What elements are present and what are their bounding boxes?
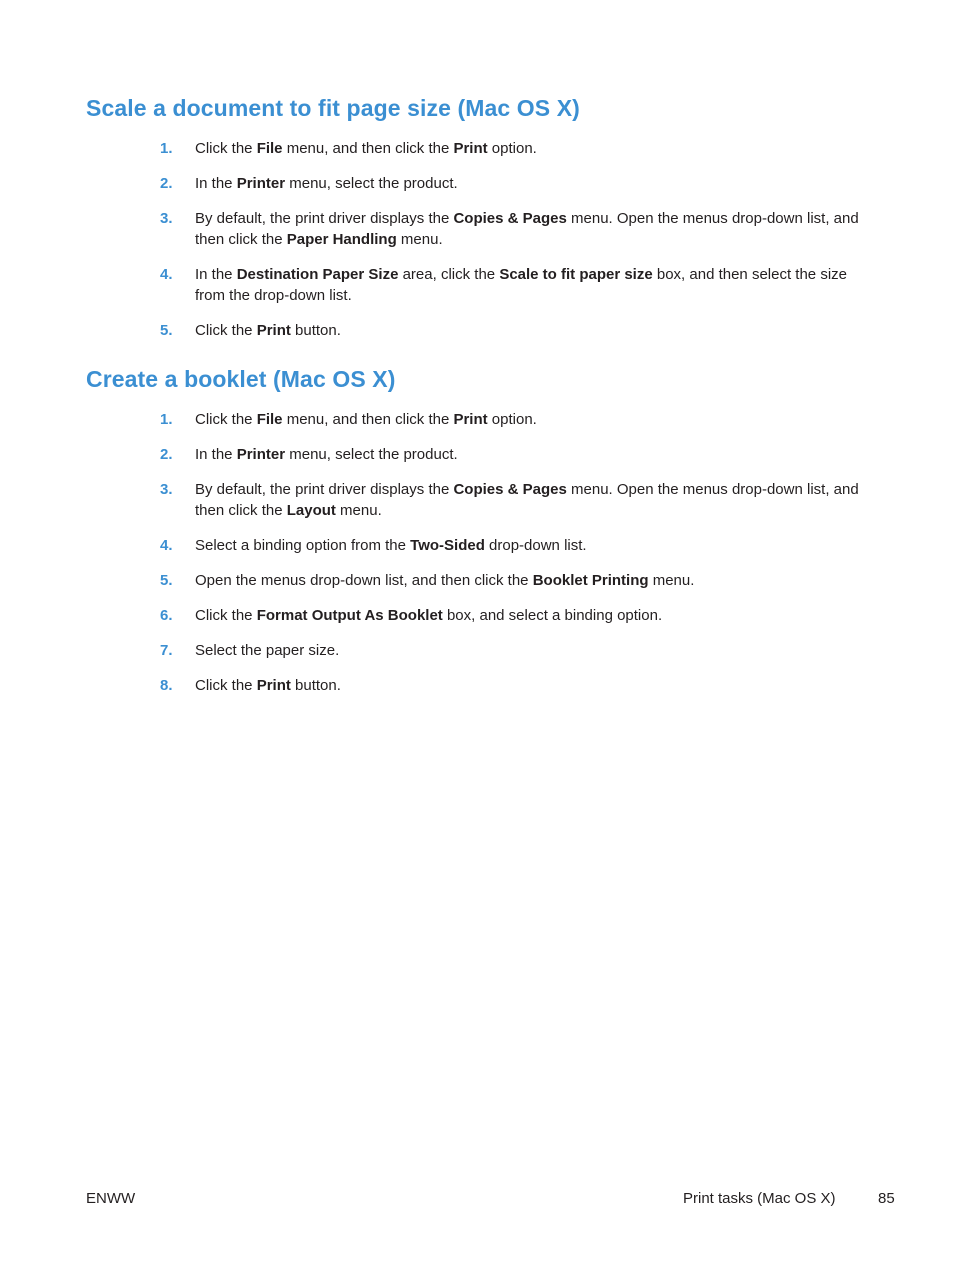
step-item: [86, 409, 875, 430]
ui-term: Destination Paper Size: [236, 266, 399, 283]
ui-term: Two-Sided: [410, 537, 485, 554]
section-create-booklet: [86, 364, 886, 696]
step-text: Select the paper size.: [195, 642, 340, 659]
ui-term: Copies & Pages: [453, 481, 567, 498]
ui-term: Print: [256, 677, 291, 694]
ui-term: Print: [453, 411, 488, 428]
ui-term: Copies & Pages: [453, 210, 567, 227]
step-item: [86, 138, 875, 159]
section-heading: Scale a document to fit page size (Mac OS X): [86, 95, 580, 121]
section-scale-document: [86, 93, 886, 341]
step-number: 5.: [160, 322, 173, 339]
ui-term: Scale to fit paper size: [499, 266, 653, 283]
step-text: Click the Print button.: [195, 677, 341, 694]
ui-term: Print: [256, 322, 291, 339]
step-number: 3.: [160, 210, 173, 227]
step-number: 6.: [160, 607, 173, 624]
step-item: [86, 444, 875, 465]
ui-term: File: [256, 411, 283, 428]
page-number: 85: [878, 1190, 895, 1207]
step-list: [86, 409, 886, 696]
step-item: [86, 320, 875, 341]
step-item: [86, 208, 875, 250]
ui-term: Paper Handling: [286, 231, 397, 248]
step-text: Open the menus drop-down list, and then click the Booklet Printing menu.: [195, 572, 695, 589]
ui-term: Printer: [236, 446, 286, 463]
step-text: In the Printer menu, select the product.: [195, 175, 458, 192]
ui-term: Layout: [286, 502, 336, 519]
step-item: [86, 535, 875, 556]
footer-doc-code: ENWW: [86, 1190, 136, 1207]
step-list: [86, 138, 886, 341]
ui-term: Booklet Printing: [532, 572, 649, 589]
ui-term: Format Output As Booklet: [256, 607, 443, 624]
step-text: In the Destination Paper Size area, click the Scale to fit paper size box, and then select the size from the drop-down list.: [195, 266, 847, 304]
step-item: [86, 173, 875, 194]
step-item: [86, 264, 875, 306]
footer-section-title: Print tasks (Mac OS X): [683, 1190, 836, 1207]
section-heading: Create a booklet (Mac OS X): [86, 366, 396, 392]
step-number: 2.: [160, 446, 173, 463]
step-item: [86, 605, 875, 626]
step-number: 4.: [160, 537, 173, 554]
ui-term: Print: [453, 140, 488, 157]
step-text: In the Printer menu, select the product.: [195, 446, 458, 463]
step-item: [86, 640, 875, 661]
step-text: By default, the print driver displays the Copies & Pages menu. Open the menus drop-down list, and then click the Paper Handling menu.: [195, 210, 859, 248]
ui-term: Printer: [236, 175, 286, 192]
step-text: Click the File menu, and then click the Print option.: [195, 411, 537, 428]
step-item: [86, 570, 875, 591]
step-number: 8.: [160, 677, 173, 694]
step-number: 5.: [160, 572, 173, 589]
step-number: 1.: [160, 411, 173, 428]
step-text: Click the File menu, and then click the Print option.: [195, 140, 537, 157]
step-number: 7.: [160, 642, 173, 659]
step-item: [86, 479, 875, 521]
step-number: 1.: [160, 140, 173, 157]
step-number: 2.: [160, 175, 173, 192]
step-text: Select a binding option from the Two-Sided drop-down list.: [195, 537, 587, 554]
step-text: Click the Print button.: [195, 322, 341, 339]
step-number: 4.: [160, 266, 173, 283]
step-text: By default, the print driver displays the Copies & Pages menu. Open the menus drop-down list, and then click the Layout menu.: [195, 481, 859, 519]
step-text: Click the Format Output As Booklet box, and select a binding option.: [195, 607, 663, 624]
ui-term: File: [256, 140, 283, 157]
step-item: [86, 675, 875, 696]
step-number: 3.: [160, 481, 173, 498]
